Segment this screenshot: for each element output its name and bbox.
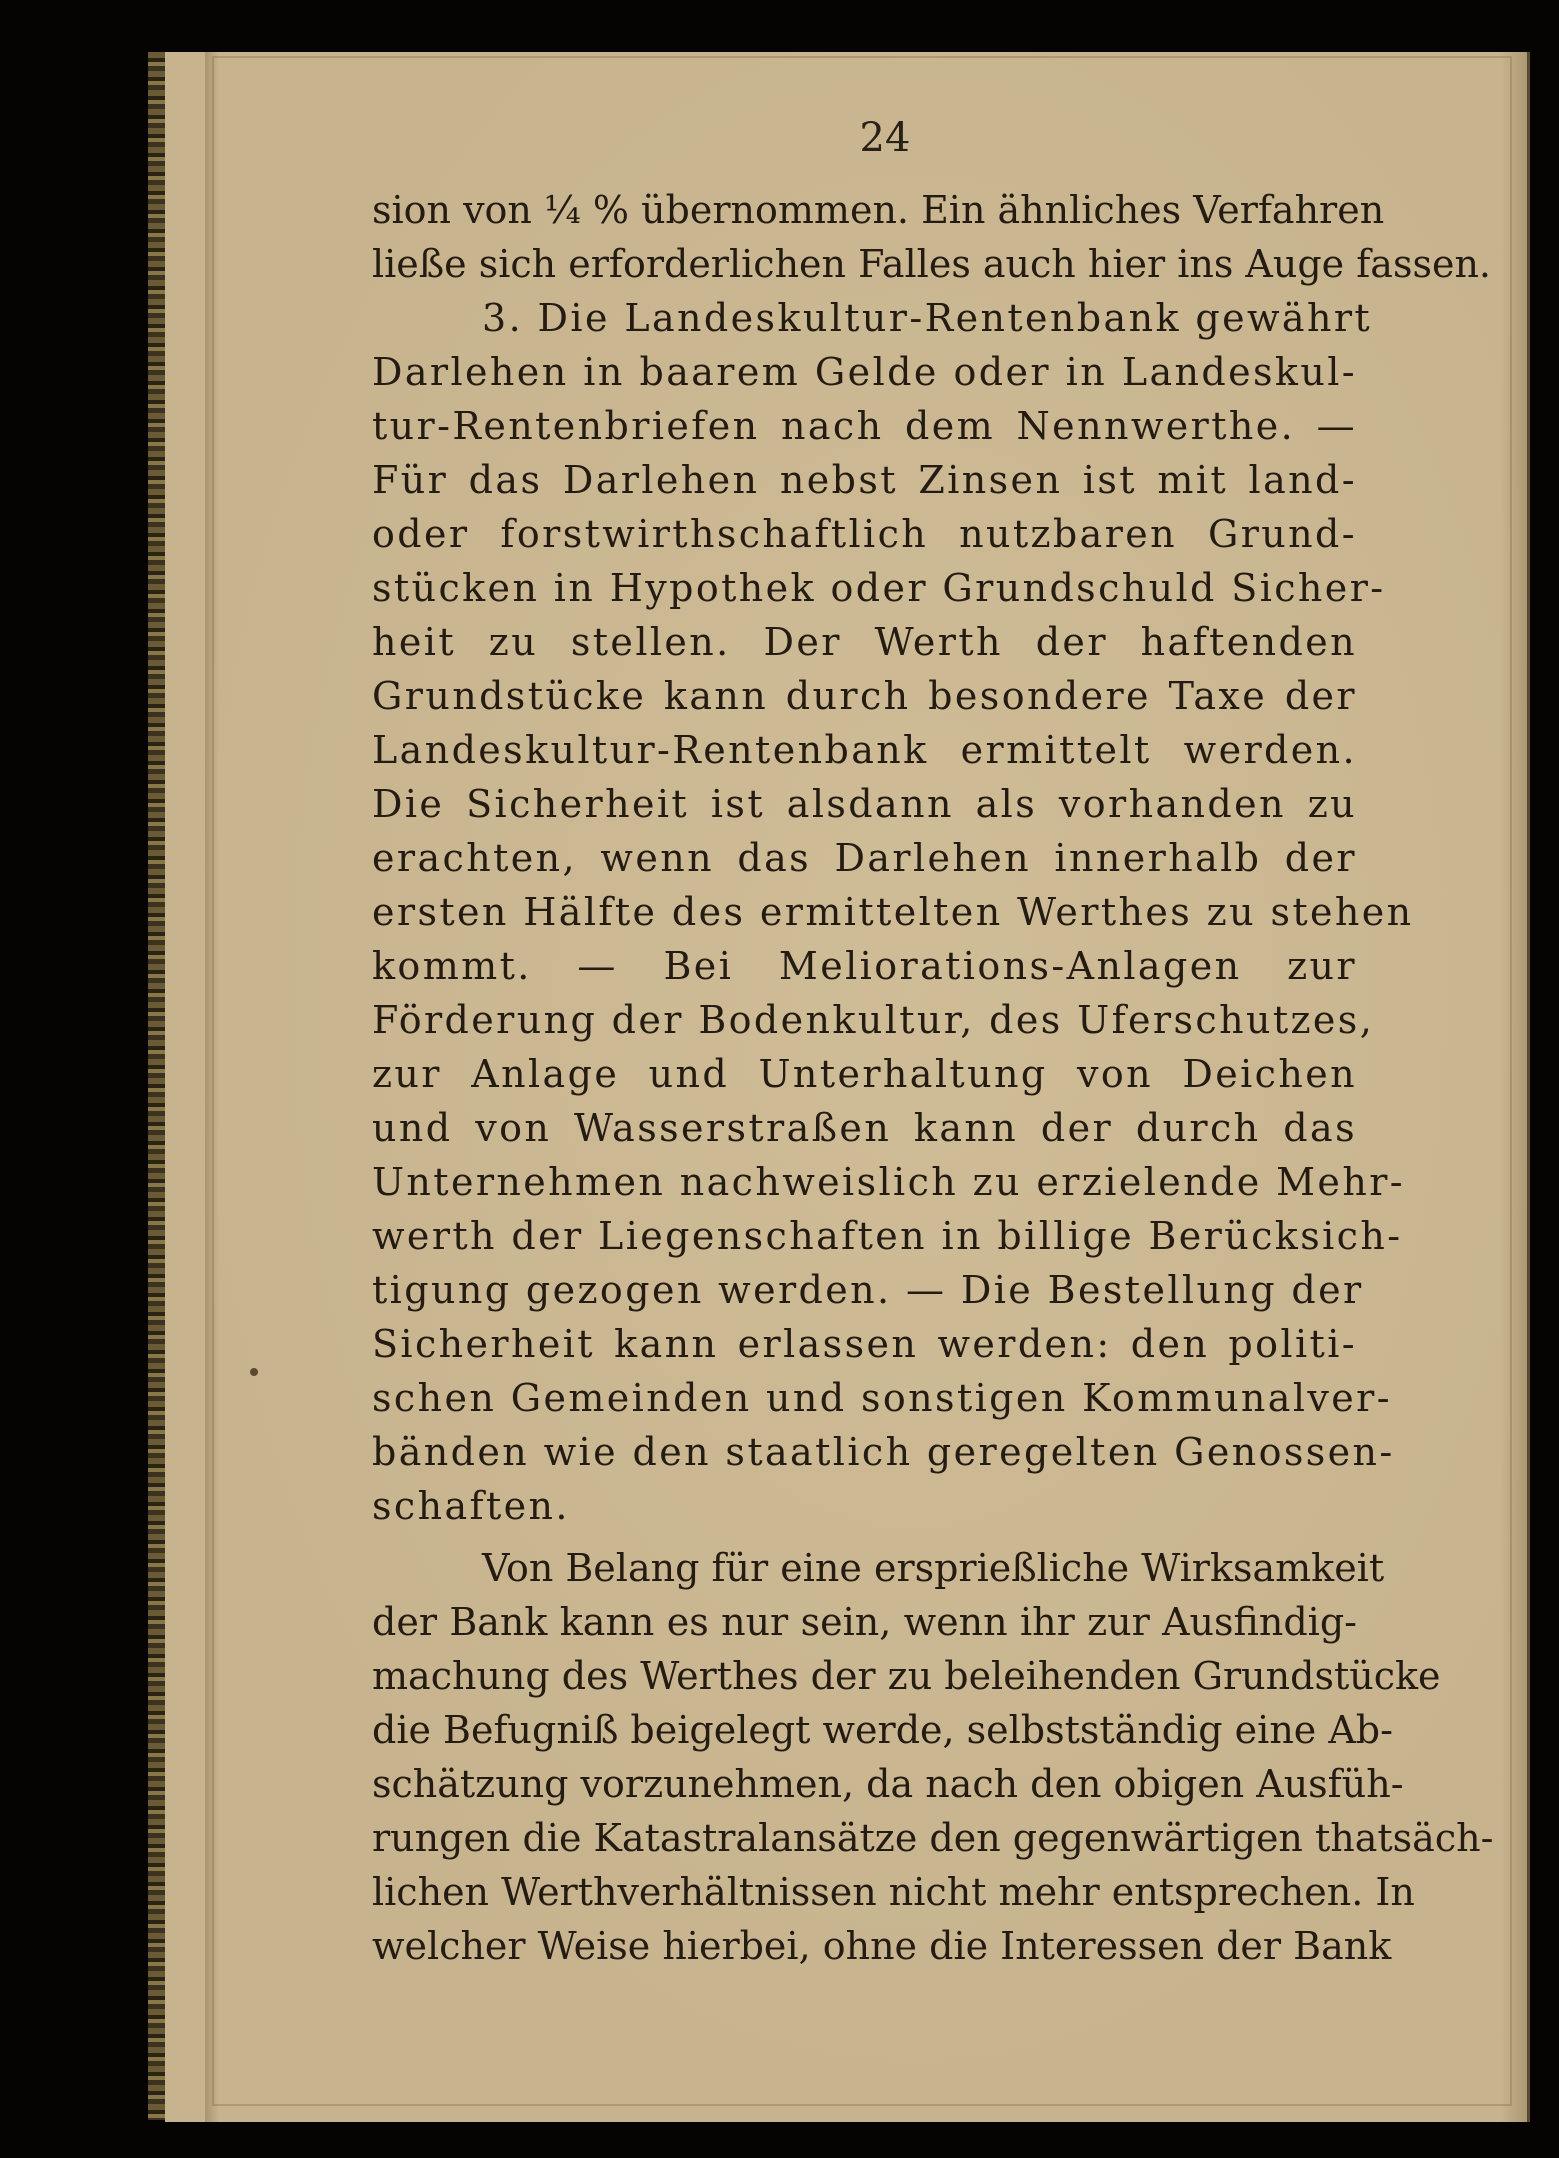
text-line: Landeskultur-Rentenbank ermittelt werden.: [372, 728, 1357, 772]
text-line: Die Sicherheit ist alsdann als vorhanden zu: [372, 782, 1357, 826]
text-line: Förderung der Bodenkultur, des Uferschutzes,: [372, 998, 1375, 1042]
text-line: ließe sich erforderlichen Falles auch hier ins Auge fassen.: [372, 242, 1491, 286]
paragraph-gap: [372, 1533, 1357, 1541]
text-line: schätzung vorzunehmen, da nach den obigen Ausfüh-: [372, 1762, 1404, 1806]
text-line: kommt. — Bei Meliorations-Anlagen zur: [372, 944, 1357, 988]
text-line: rungen die Katastralansätze den gegenwärtigen thatsäch-: [372, 1816, 1494, 1860]
text-line: erachten, wenn das Darlehen innerhalb der: [372, 836, 1357, 880]
text-line: Unternehmen nachweislich zu erzielende Mehr-: [372, 1160, 1406, 1204]
text-line: schaften.: [372, 1484, 570, 1528]
text-line: 3. Die Landeskultur-Rentenbank gewährt: [482, 296, 1373, 340]
text-line: tur-Rentenbriefen nach dem Nennwerthe. —: [372, 404, 1357, 448]
text-line: schen Gemeinden und sonstigen Kommunalver-: [372, 1376, 1392, 1420]
text-line: lichen Werthverhältnissen nicht mehr entsprechen. In: [372, 1870, 1415, 1914]
text-line: welcher Weise hierbei, ohne die Interessen der Bank: [372, 1924, 1392, 1968]
text-line: oder forstwirthschaftlich nutzbaren Grund-: [372, 512, 1357, 556]
text-line: stücken in Hypothek oder Grundschuld Sicher-: [372, 566, 1386, 610]
text-line: Darlehen in baarem Gelde oder in Landeskul-: [372, 350, 1357, 394]
text-line: die Befugniß beigelegt werde, selbstständig eine Ab-: [372, 1708, 1393, 1752]
text-line: sion von ¼ % übernommen. Ein ähnliches Verfahren: [372, 188, 1385, 232]
text-line: Für das Darlehen nebst Zinsen ist mit land-: [372, 458, 1357, 502]
text-line: Grundstücke kann durch besondere Taxe der: [372, 674, 1357, 718]
page-number: 24: [859, 115, 911, 161]
text-line: zur Anlage und Unterhaltung von Deichen: [372, 1052, 1357, 1096]
text-line: und von Wasserstraßen kann der durch das: [372, 1106, 1357, 1150]
text-line: Sicherheit kann erlassen werden: den politi-: [372, 1322, 1357, 1366]
page-right-edge: [1500, 52, 1530, 2122]
text-line: ersten Hälfte des ermittelten Werthes zu stehen: [372, 890, 1414, 934]
text-line: der Bank kann es nur sein, wenn ihr zur Ausfindig-: [372, 1600, 1357, 1644]
text-line: bänden wie den staatlich geregelten Genossen-: [372, 1430, 1395, 1474]
text-line: tigung gezogen werden. — Die Bestellung der: [372, 1268, 1364, 1312]
text-line: machung des Werthes der zu beleihenden Grundstücke: [372, 1654, 1441, 1698]
text-line: werth der Liegenschaften in billige Berücksich-: [372, 1214, 1403, 1258]
body-text: [372, 183, 1494, 1973]
text-line: Von Belang für eine ersprießliche Wirksamkeit: [482, 1546, 1385, 1590]
text-line: heit zu stellen. Der Werth der haftenden: [372, 620, 1357, 664]
ink-speck: [250, 1368, 258, 1376]
